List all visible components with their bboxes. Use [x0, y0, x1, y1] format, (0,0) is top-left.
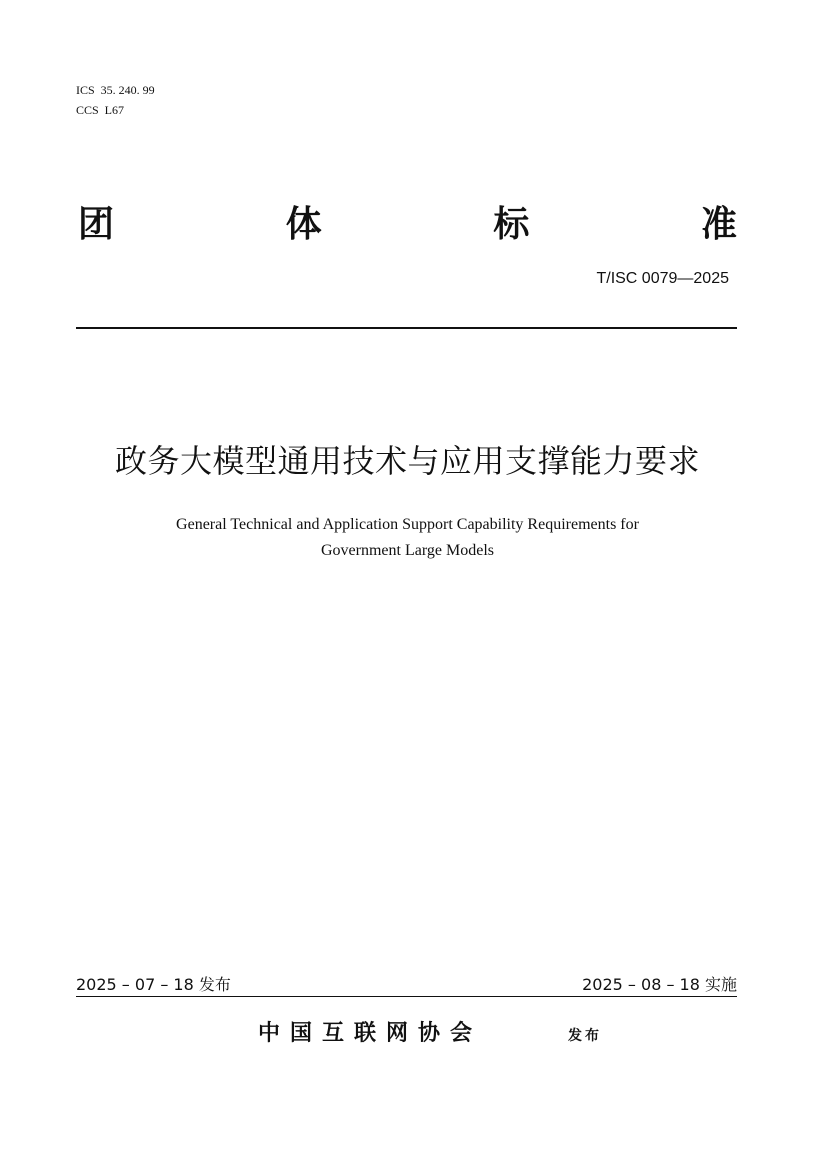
standard-number: T/ISC 0079—2025 — [596, 270, 729, 287]
heading-char-1: 团 — [78, 204, 115, 245]
publisher-name: 中国互联网协会 — [258, 1020, 483, 1046]
english-title-line-2: Government Large Models — [321, 542, 494, 559]
heading-char-3: 标 — [493, 204, 530, 245]
chinese-title: 政务大模型通用技术与应用支撑能力要求 — [114, 442, 700, 480]
top-divider — [76, 327, 737, 329]
classification-codes — [76, 80, 155, 120]
implement-date: 2025 – 08 – 18 实施 — [582, 975, 737, 994]
publish-date: 2025 – 07 – 18 发布 — [76, 975, 231, 994]
ics-code: ICS 35. 240. 99 — [76, 83, 155, 97]
standard-type-heading — [78, 200, 737, 250]
bottom-divider — [76, 996, 737, 997]
heading-char-2: 体 — [285, 204, 322, 245]
english-title-line-1: General Technical and Application Support Capability Requirements for — [176, 516, 639, 533]
dates-row — [76, 974, 737, 996]
publisher-suffix: 发布 — [568, 1028, 602, 1044]
heading-char-4: 准 — [700, 204, 737, 245]
english-title — [60, 512, 755, 564]
ccs-code: CCS L67 — [76, 103, 125, 117]
